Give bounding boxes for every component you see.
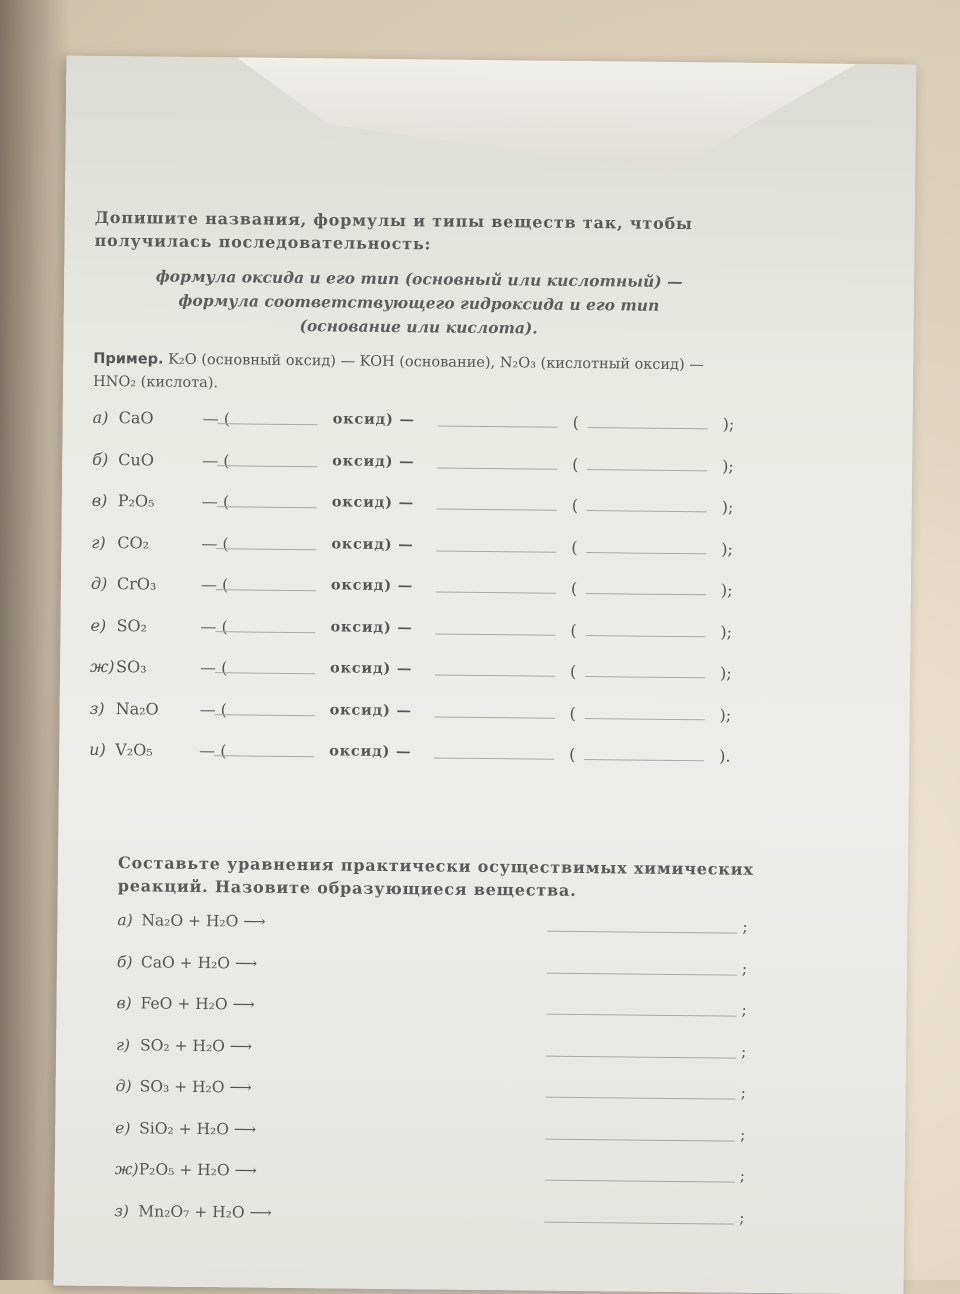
eq-answer-blank[interactable]: [544, 1206, 734, 1224]
eq-reactants: SO₂ + H₂O ⟶: [140, 1035, 253, 1056]
equation-row: [114, 1202, 754, 1250]
open-paren: (: [571, 537, 578, 557]
oxide-type-blank[interactable]: [215, 700, 315, 716]
sequence-template: [94, 264, 745, 343]
oxide-type-blank[interactable]: [215, 658, 315, 674]
oxide-formula: P₂O₅: [117, 491, 155, 511]
dash-paren: — (: [199, 741, 227, 761]
task1-heading: Допишите названия, формулы и типы веществ так, чтобы получилась последовательность:: [94, 207, 693, 254]
oxide-formula: CO₂: [117, 532, 150, 552]
eq-answer-blank[interactable]: [545, 1165, 735, 1183]
eq-semicolon: ;: [741, 959, 748, 978]
open-paren: (: [569, 661, 577, 681]
eq-label: г): [116, 1035, 131, 1054]
oxide-word: оксид) —: [329, 659, 413, 678]
row-end: );: [720, 580, 733, 600]
eq-answer-blank[interactable]: [547, 916, 737, 934]
oxide-word: оксид) —: [332, 451, 415, 470]
eq-answer-blank[interactable]: [546, 1082, 736, 1100]
dash-paren: — (: [200, 616, 228, 636]
eq-answer-blank[interactable]: [546, 1040, 736, 1058]
oxide-word: оксид) —: [330, 617, 413, 636]
oxide-word: оксид) —: [330, 576, 414, 595]
eq-label: б): [116, 952, 133, 971]
dash-paren: — (: [202, 409, 231, 429]
hydroxide-type-blank[interactable]: [588, 413, 708, 429]
oxide-word: оксид) —: [332, 410, 415, 429]
oxide-formula: Na₂O: [115, 698, 159, 719]
oxide-type-blank[interactable]: [216, 534, 316, 550]
oxide-type-blank[interactable]: [217, 492, 317, 508]
row-label: е): [90, 615, 107, 635]
oxide-type-blank[interactable]: [214, 741, 314, 757]
row-end: );: [719, 704, 732, 725]
open-paren: (: [569, 744, 576, 764]
equation-row: [114, 1160, 754, 1208]
example: [93, 348, 743, 401]
hydroxide-formula-blank[interactable]: [434, 743, 554, 759]
oxide-type-blank[interactable]: [216, 575, 316, 591]
eq-semicolon: ;: [740, 1042, 747, 1061]
oxide-formula: SO₃: [115, 657, 147, 677]
row-end: ).: [719, 746, 731, 766]
example-label: Пример.: [93, 350, 164, 368]
open-paren: (: [569, 703, 576, 723]
row-label: а): [92, 407, 109, 428]
hydroxide-type-blank[interactable]: [585, 621, 705, 637]
row-label: з): [89, 698, 105, 718]
row-label: д): [90, 573, 108, 594]
row-end: );: [720, 621, 733, 642]
row-end: );: [722, 455, 734, 476]
hydroxide-type-blank[interactable]: [587, 496, 707, 512]
eq-label: а): [117, 911, 133, 930]
hydroxide-type-blank[interactable]: [586, 538, 706, 554]
row-label: и): [89, 739, 106, 760]
eq-semicolon: ;: [740, 1125, 746, 1144]
open-paren: (: [571, 495, 579, 515]
equation-row: [117, 953, 757, 1001]
eq-reactants: SO₃ + H₂O ⟶: [139, 1077, 252, 1097]
eq-label: в): [116, 994, 132, 1013]
row-end: );: [721, 538, 734, 559]
template-line-2: формула соответствующего гидроксида и его тип: [178, 290, 660, 315]
equation-row: [115, 1077, 755, 1125]
open-paren: (: [572, 412, 579, 432]
equation-row: [116, 994, 756, 1042]
task2-heading: Составьте уравнения практически осуществимых химических реакций. Назовите образующиеся вещества.: [117, 853, 754, 900]
eq-reactants: Mn₂O₇ + H₂O ⟶: [138, 1201, 272, 1222]
eq-reactants: CaO + H₂O ⟶: [140, 952, 258, 973]
oxide-row: [92, 449, 742, 497]
hydroxide-formula-blank[interactable]: [436, 536, 556, 552]
hydroxide-type-blank[interactable]: [584, 745, 704, 761]
oxide-row: [91, 491, 741, 539]
oxide-formula: CuO: [118, 449, 155, 470]
row-label: в): [91, 490, 108, 511]
oxide-word: оксид) —: [329, 742, 412, 761]
oxide-row: [92, 408, 742, 456]
eq-reactants: Na₂O + H₂O ⟶: [141, 911, 266, 931]
oxide-row: [90, 615, 740, 663]
dash-paren: — (: [201, 492, 230, 512]
row-end: );: [722, 414, 735, 434]
eq-reactants: SiO₂ + H₂O ⟶: [139, 1118, 257, 1139]
eq-semicolon: ;: [741, 1000, 747, 1019]
oxide-row: [91, 532, 741, 580]
oxide-type-blank[interactable]: [217, 451, 317, 467]
eq-answer-blank[interactable]: [546, 999, 736, 1017]
eq-semicolon: ;: [740, 1083, 746, 1102]
eq-answer-blank[interactable]: [547, 957, 737, 975]
hydroxide-formula-blank[interactable]: [435, 660, 555, 676]
dash-paren: — (: [200, 575, 229, 595]
hydroxide-type-blank[interactable]: [585, 704, 705, 720]
eq-semicolon: ;: [742, 917, 748, 936]
hydroxide-formula-blank[interactable]: [437, 453, 557, 469]
eq-label: з): [114, 1201, 129, 1220]
page-fold: [235, 57, 856, 173]
oxide-row: [89, 740, 739, 788]
oxide-type-blank[interactable]: [218, 409, 318, 425]
equation-row: [115, 1119, 755, 1167]
hydroxide-formula-blank[interactable]: [436, 577, 556, 593]
hydroxide-type-blank[interactable]: [586, 579, 706, 595]
oxide-word: оксид) —: [331, 493, 415, 512]
dash-paren: — (: [199, 699, 228, 719]
oxide-type-blank[interactable]: [215, 617, 315, 633]
example-text: K₂O (основный оксид) — KOH (основание), N₂O₃ (кислотный оксид) — HNO₂ (кислота).: [92, 351, 704, 392]
oxide-formula: SO₂: [116, 615, 148, 635]
eq-reactants: P₂O₅ + H₂O ⟶: [138, 1160, 257, 1180]
oxide-formula: CaO: [118, 408, 154, 428]
dash-paren: — (: [202, 450, 230, 470]
row-label: ж): [89, 656, 115, 677]
oxide-formula: CrO₃: [116, 574, 157, 594]
row-label: б): [92, 449, 109, 469]
row-end: );: [719, 663, 732, 683]
eq-semicolon: ;: [739, 1166, 746, 1185]
open-paren: (: [570, 620, 577, 640]
oxide-row: [90, 657, 740, 705]
worksheet-page: [54, 56, 917, 1294]
eq-label: д): [115, 1077, 132, 1096]
hydroxide-formula-blank[interactable]: [437, 494, 557, 510]
oxide-row: [91, 574, 741, 622]
equation-list: [114, 911, 757, 1250]
row-end: );: [721, 497, 734, 517]
equation-row: [116, 1036, 756, 1084]
oxide-word: оксид) —: [329, 700, 412, 719]
template-line-1: формула оксида и его тип (основный или кислотный) —: [155, 266, 683, 292]
task-oxides: [89, 206, 745, 788]
open-paren: (: [572, 454, 579, 474]
hydroxide-type-blank[interactable]: [587, 455, 707, 471]
eq-semicolon: ;: [739, 1208, 745, 1227]
hydroxide-formula-blank[interactable]: [438, 411, 558, 427]
row-label: г): [91, 532, 106, 552]
eq-label: ж): [114, 1160, 139, 1179]
hydroxide-formula-blank[interactable]: [435, 702, 555, 718]
dash-paren: — (: [201, 533, 229, 553]
eq-reactants: FeO + H₂O ⟶: [140, 994, 255, 1014]
oxide-formula: V₂O₅: [115, 740, 153, 760]
eq-answer-blank[interactable]: [545, 1123, 735, 1141]
template-line-3: (основание или кислота).: [299, 316, 538, 338]
dash-paren: — (: [199, 658, 228, 678]
equation-row: [117, 911, 757, 959]
hydroxide-formula-blank[interactable]: [435, 619, 555, 635]
open-paren: (: [570, 578, 578, 598]
eq-label: е): [115, 1118, 131, 1137]
oxide-row: [89, 698, 739, 746]
hydroxide-type-blank[interactable]: [585, 662, 705, 678]
oxide-word: оксид) —: [331, 534, 414, 553]
task-reactions: [114, 851, 758, 1250]
oxide-rows: [89, 408, 743, 788]
